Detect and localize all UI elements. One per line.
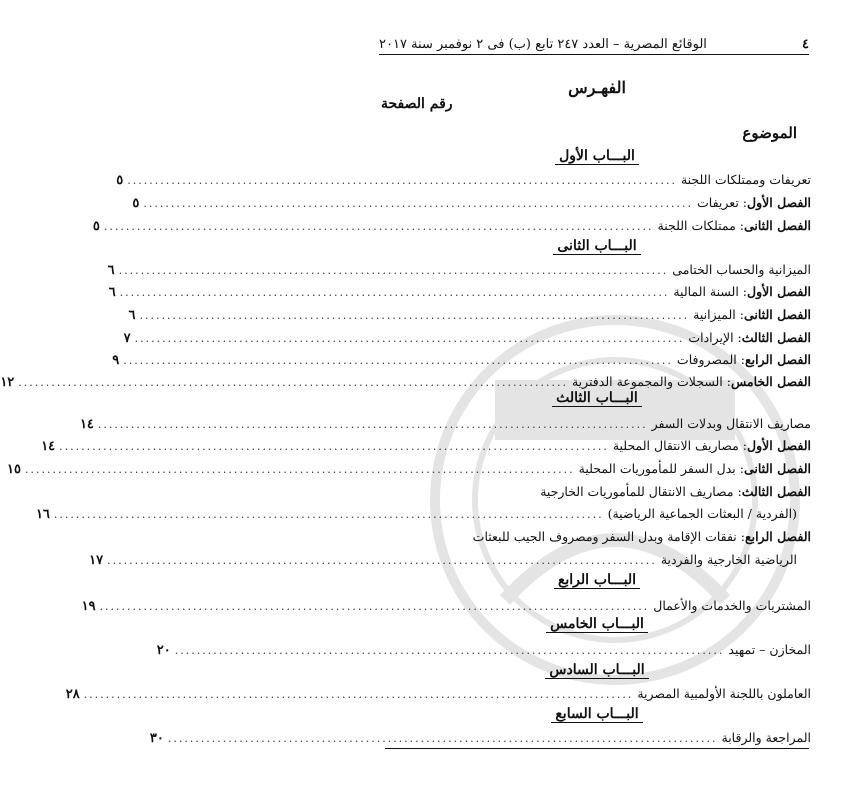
- toc-row[interactable]: الفصل الأول: تعريفات .................................................................................................... ٥: [132, 195, 811, 211]
- toc-row[interactable]: الفصل الثالث: مصاريف الانتقال للمأموريات الخارجية: [540, 484, 811, 499]
- toc-row[interactable]: المشتريات والخدمات والأعمال .................................................................................................... ١٩: [81, 598, 811, 614]
- chapter-4-heading: البـــاب الرابع: [345, 570, 849, 590]
- chapter-3-heading: البـــاب الثالث: [345, 388, 849, 408]
- toc-row[interactable]: الفصل الرابع: المصروفات .................................................................................................... ٩: [112, 352, 811, 368]
- index-title: الفهـرس: [568, 78, 626, 97]
- toc-row[interactable]: مصاريف الانتقال وبدلات السفر .................................................................................................... ١٤: [79, 416, 811, 432]
- toc-row[interactable]: الفصل الثالث: الإيرادات .................................................................................................... ٧: [123, 330, 811, 346]
- toc-row[interactable]: الفصل الخامس: السجلات والمجموعة الدفترية .................................................................................................... ١٢: [0, 374, 811, 390]
- toc-row[interactable]: المخازن – تمهيد .................................................................................................... ٢٠: [156, 642, 811, 658]
- chapter-5-heading: البـــاب الخامس: [345, 614, 849, 634]
- chapter-1-heading: البـــاب الأول: [345, 146, 849, 166]
- toc-row[interactable]: العاملون باللجنة الأولمبية المصرية .................................................................................................... ٢٨: [65, 686, 811, 702]
- chapter-6-heading: البـــاب السادس: [345, 660, 849, 680]
- bottom-rule: [385, 748, 809, 749]
- toc-row[interactable]: الفصل الأول: السنة المالية .................................................................................................... ٦: [108, 284, 811, 300]
- header-page-number: ٤: [802, 37, 809, 52]
- toc-row[interactable]: الفصل الثانى: الميزانية .................................................................................................... ٦: [128, 307, 811, 323]
- chapter-2-heading: البـــاب الثانى: [345, 236, 849, 256]
- toc-row[interactable]: الفصل الثانى: ممتلكات اللجنة .................................................................................................... ٥: [92, 218, 811, 234]
- toc-row[interactable]: الرياضية الخارجية والفردية .................................................................................................... ١٧: [89, 552, 797, 568]
- toc-row[interactable]: (الفردية / البعثات الجماعية الرياضية) .................................................................................................... ١٦: [35, 506, 797, 522]
- toc-row[interactable]: الفصل الرابع: نفقات الإقامة وبدل السفر ومصروف الجيب للبعثات: [472, 529, 811, 544]
- toc-row[interactable]: الفصل الثانى: بدل السفر للمأموريات المحلية .................................................................................................... ١٥: [7, 461, 811, 477]
- toc-row[interactable]: الفصل الأول: مصاريف الانتقال المحلية .................................................................................................... ١٤: [41, 438, 811, 454]
- chapter-7-heading: البـــاب السابع: [345, 704, 849, 724]
- toc-row[interactable]: المراجعة والرقابة .................................................................................................... ٣٠: [149, 730, 811, 746]
- page-header: [379, 30, 809, 55]
- topic-column-label: الموضوع: [742, 124, 797, 142]
- page-column-label: رقم الصفحة: [381, 96, 453, 112]
- header-title: الوقائع المصرية – العدد ٢٤٧ تابع (ب) فى ٢ نوفمبر سنة ٢٠١٧: [379, 37, 707, 52]
- toc-row[interactable]: الميزانية والحساب الختامى .................................................................................................... ٦: [107, 262, 811, 278]
- toc-row[interactable]: تعريفات وممتلكات اللجنة .................................................................................................... ٥: [116, 172, 811, 188]
